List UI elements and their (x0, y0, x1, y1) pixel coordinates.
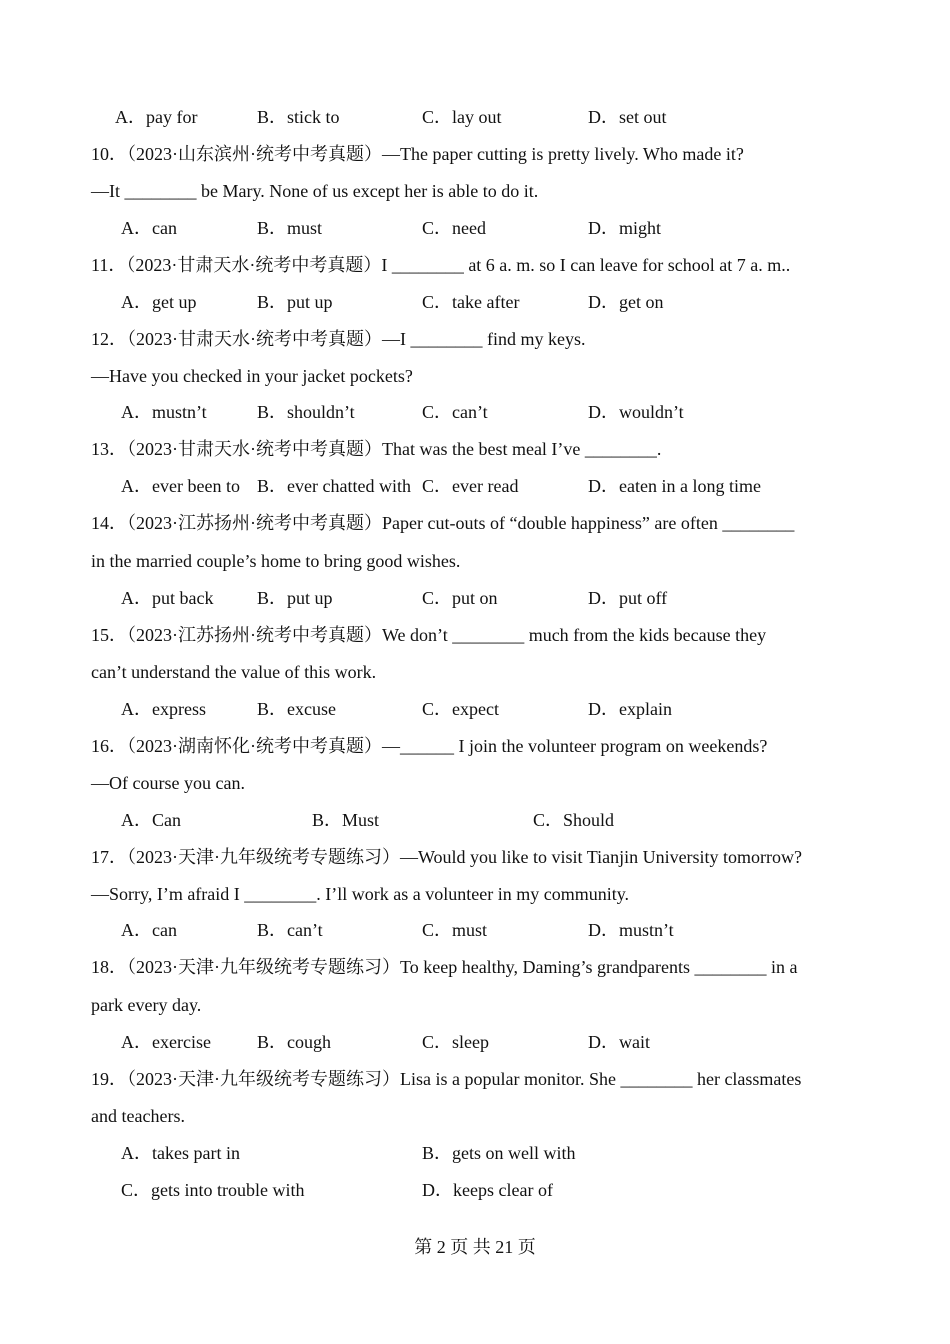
q17-option-d: D．mustn’t (588, 920, 674, 940)
q11-option-c: C．take after (422, 292, 520, 312)
q19-option-a: A．takes part in (121, 1143, 240, 1163)
q12-option-b: B．shouldn’t (257, 402, 355, 422)
q9-option-b: B．stick to (257, 107, 340, 127)
q15-continuation: can’t understand the value of this work. (91, 662, 377, 682)
q11-option-d: D．get on (588, 292, 664, 312)
q18-option-a: A．exercise (121, 1032, 211, 1052)
q18-option-c: C．sleep (422, 1032, 489, 1052)
q17-option-a: A．can (121, 920, 177, 940)
q13-option-b: B．ever chatted with (257, 476, 411, 496)
q18-stem: 18．（2023·天津·九年级统考专题练习）To keep healthy, Daming’s grandparents ________ in a (91, 957, 798, 977)
q15-option-b: B．excuse (257, 699, 336, 719)
q14-continuation: in the married couple’s home to bring good wishes. (91, 551, 461, 571)
q17-option-c: C．must (422, 920, 488, 940)
q18-option-b: B．cough (257, 1032, 331, 1052)
q16-stem: 16．（2023·湖南怀化·统考中考真题）—______ I join the volunteer program on weekends? (91, 736, 768, 756)
q14-stem: 14．（2023·江苏扬州·统考中考真题）Paper cut-outs of “double happiness” are often ________ (91, 513, 795, 533)
q12-option-d: D．wouldn’t (588, 402, 684, 422)
q15-option-a: A．express (121, 699, 206, 719)
q15-option-d: D．explain (588, 699, 672, 719)
q10-option-a: A．can (121, 218, 177, 238)
q11-stem: 11．（2023·甘肃天水·统考中考真题）I ________ at 6 a. m. so I can leave for school at 7 a. m.. (91, 255, 791, 275)
q16-option-c: C．Should (533, 810, 615, 830)
q10-option-c: C．need (422, 218, 486, 238)
q19-stem: 19．（2023·天津·九年级统考专题练习）Lisa is a popular monitor. She ________ her classmates (91, 1069, 802, 1089)
q13-option-c: C．ever read (422, 476, 519, 496)
q14-option-d: D．put off (588, 588, 668, 608)
q9-option-d: D．set out (588, 107, 667, 127)
q16-continuation: —Of course you can. (91, 773, 245, 793)
q10-continuation: —It ________ be Mary. None of us except her is able to do it. (91, 181, 539, 201)
q12-option-c: C．can’t (422, 402, 488, 422)
q14-option-b: B．put up (257, 588, 333, 608)
q17-continuation: —Sorry, I’m afraid I ________. I’ll work as a volunteer in my community. (91, 884, 630, 904)
q12-stem: 12．（2023·甘肃天水·统考中考真题）—I ________ find my keys. (91, 329, 586, 349)
q19-option-b: B．gets on well with (422, 1143, 576, 1163)
q9-option-c: C．lay out (422, 107, 502, 127)
q14-option-a: A．put back (121, 588, 214, 608)
q11-option-b: B．put up (257, 292, 333, 312)
q13-option-d: D．eaten in a long time (588, 476, 761, 496)
page-number-footer: 第 2 页 共 21 页 (414, 1237, 536, 1257)
q9-option-a: A．pay for (115, 107, 198, 127)
q18-continuation: park every day. (91, 995, 202, 1015)
q19-option-c: C．gets into trouble with (121, 1180, 305, 1200)
q10-stem: 10．（2023·山东滨州·统考中考真题）—The paper cutting is pretty lively. Who made it? (91, 144, 744, 164)
q18-option-d: D．wait (588, 1032, 650, 1052)
q14-option-c: C．put on (422, 588, 498, 608)
q10-option-b: B．must (257, 218, 323, 238)
q19-continuation: and teachers. (91, 1106, 185, 1126)
q16-option-a: A．Can (121, 810, 181, 830)
q12-continuation: —Have you checked in your jacket pockets? (91, 366, 413, 386)
q10-option-d: D．might (588, 218, 662, 238)
q13-stem: 13．（2023·甘肃天水·统考中考真题）That was the best meal I’ve ________. (91, 439, 662, 459)
q15-stem: 15．（2023·江苏扬州·统考中考真题）We don’t ________ much from the kids because they (91, 625, 767, 645)
q16-option-b: B．Must (312, 810, 380, 830)
q12-option-a: A．mustn’t (121, 402, 207, 422)
q19-option-d: D．keeps clear of (422, 1180, 553, 1200)
q17-option-b: B．can’t (257, 920, 323, 940)
q15-option-c: C．expect (422, 699, 499, 719)
q11-option-a: A．get up (121, 292, 197, 312)
q13-option-a: A．ever been to (121, 476, 240, 496)
q17-stem: 17．（2023·天津·九年级统考专题练习）—Would you like to visit Tianjin University tomorrow? (91, 847, 803, 867)
